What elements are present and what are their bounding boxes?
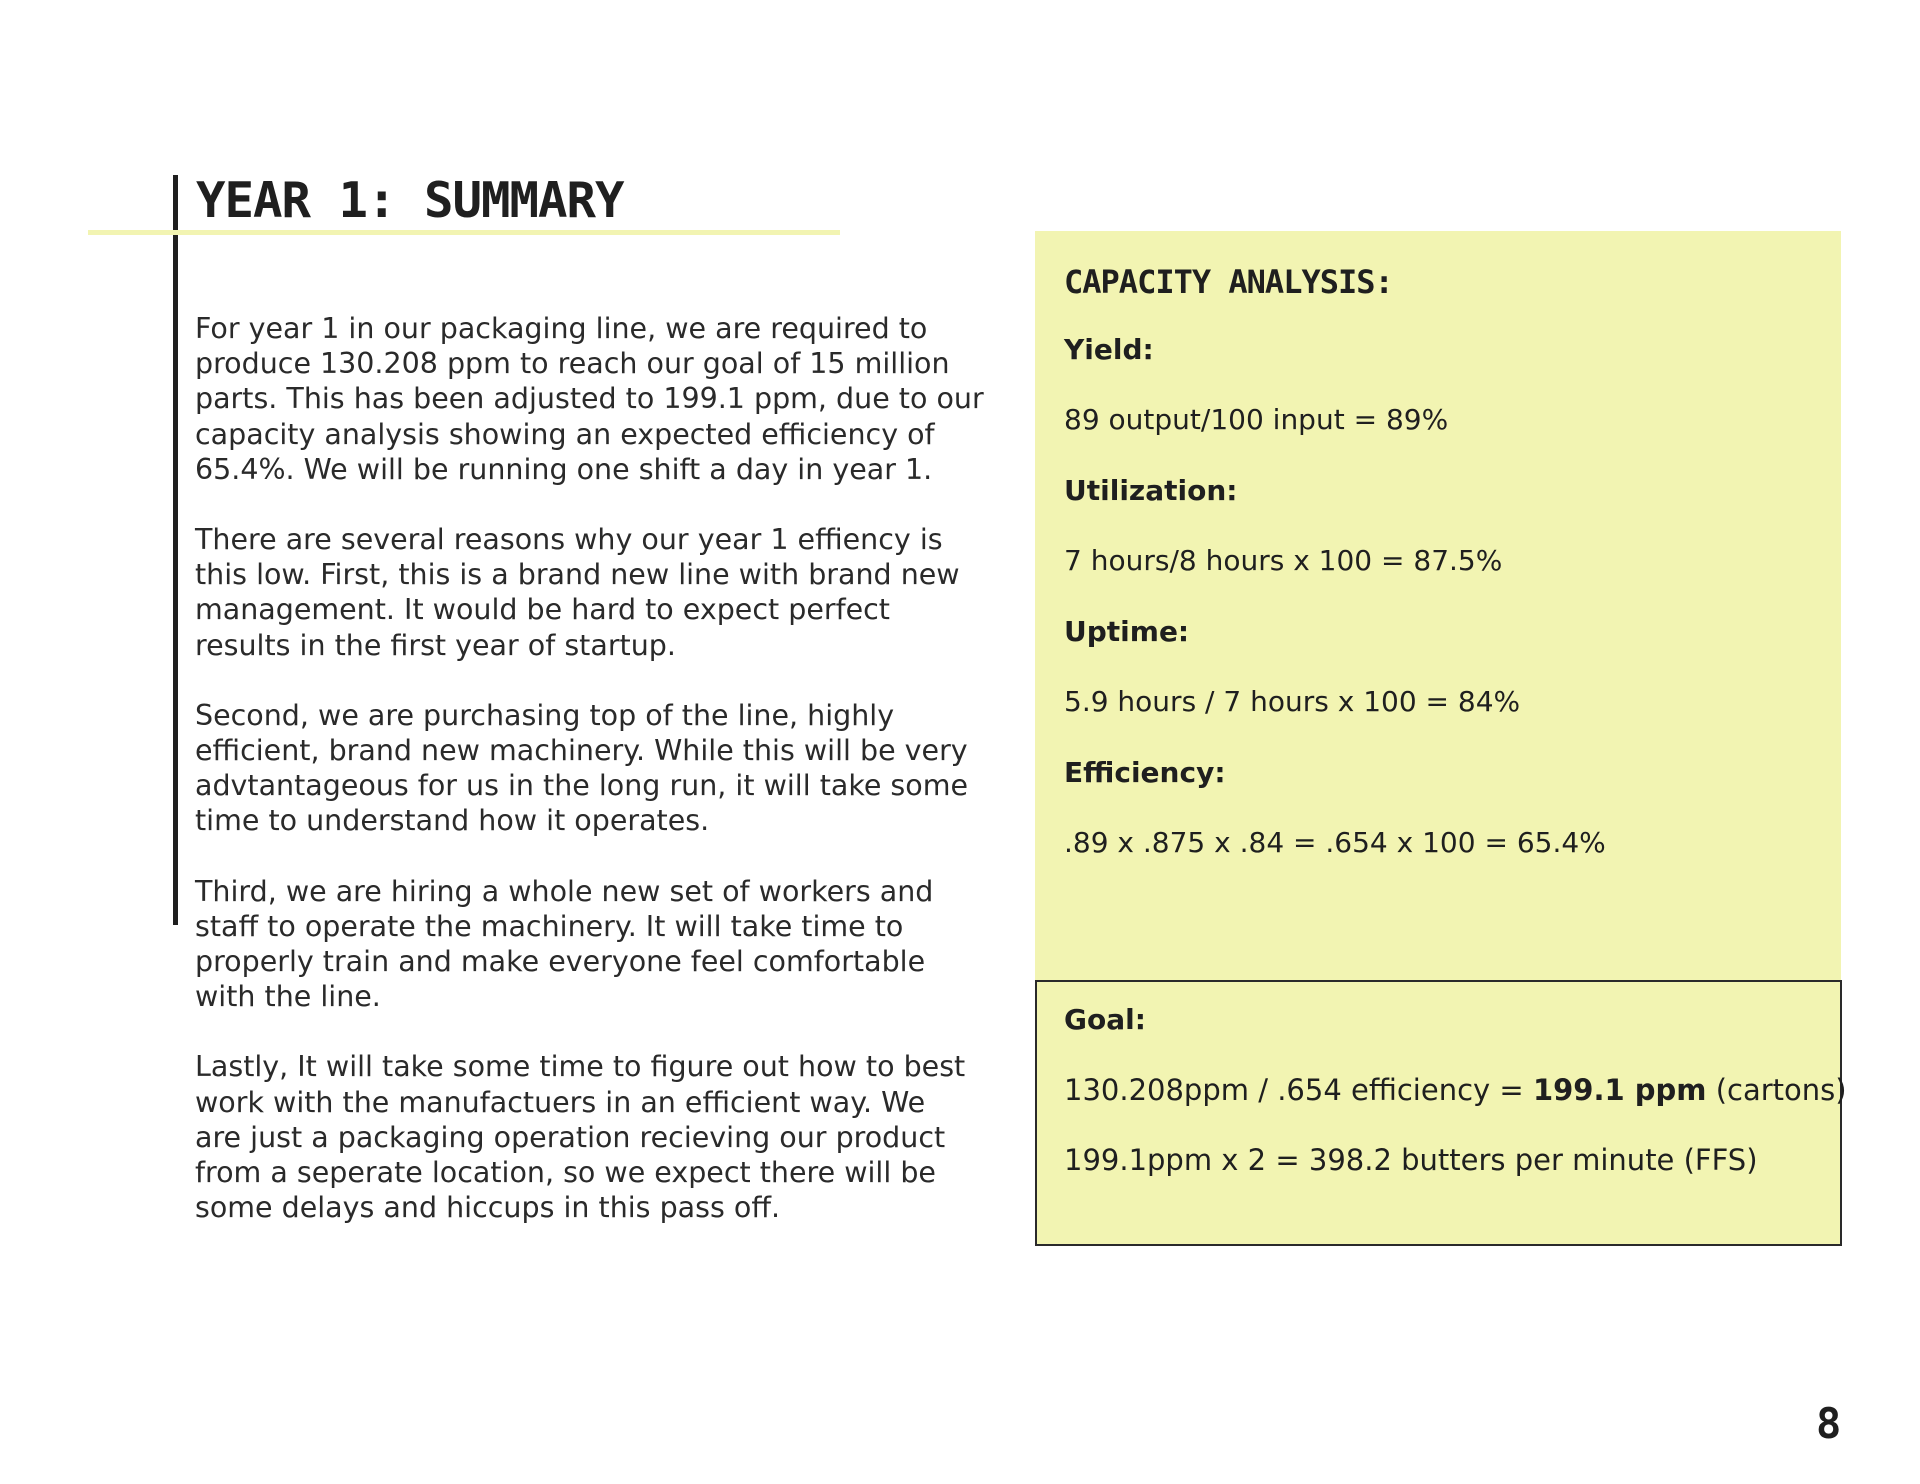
goal-ppm-line bbox=[1064, 1071, 1847, 1109]
title-vertical-bar bbox=[173, 175, 178, 925]
summary-paragraph: Lastly, It will take some time to figure out how to best work with the manufactuers in an efficient way. We are just a packaging operation recieving our product from a seperate location, so we expect there will be some delays and hiccups in this pass off. bbox=[195, 1050, 966, 1225]
summary-paragraph: Second, we are purchasing top of the line, highly efficient, brand new machinery. While this will be very advtantageous for us in the long run, it will take some time to understand how it operates. bbox=[195, 698, 968, 838]
summary-paragraph: Third, we are hiring a whole new set of workers and staff to operate the machinery. It will take time to properly train and make everyone feel comfortable with the line. bbox=[195, 874, 934, 1014]
goal-ppm-prefix: 130.208ppm / .654 efficiency = bbox=[1064, 1073, 1533, 1107]
goal-butters-line: 199.1ppm x 2 = 398.2 butters per minute (FFS) bbox=[1064, 1143, 1758, 1177]
yield-label: Yield: bbox=[1064, 333, 1154, 366]
efficiency-label: Efficiency: bbox=[1064, 756, 1226, 789]
utilization-label: Utilization: bbox=[1064, 474, 1238, 507]
utilization-value: 7 hours/8 hours x 100 = 87.5% bbox=[1064, 544, 1503, 577]
page-title: YEAR 1: SUMMARY bbox=[196, 172, 624, 229]
uptime-label: Uptime: bbox=[1064, 615, 1190, 648]
uptime-value: 5.9 hours / 7 hours x 100 = 84% bbox=[1064, 685, 1521, 718]
goal-ppm-suffix: (cartons) bbox=[1706, 1073, 1847, 1107]
page-number: 8 bbox=[1816, 1399, 1842, 1448]
yield-value: 89 output/100 input = 89% bbox=[1064, 403, 1449, 436]
goal-box bbox=[1035, 980, 1842, 1246]
efficiency-value: .89 x .875 x .84 = .654 x 100 = 65.4% bbox=[1064, 826, 1606, 859]
capacity-analysis-title: CAPACITY ANALYSIS: bbox=[1064, 263, 1393, 301]
goal-label: Goal: bbox=[1064, 1003, 1146, 1036]
summary-body bbox=[195, 311, 985, 1260]
summary-paragraph: There are several reasons why our year 1 effiency is this low. First, this is a brand new line with brand new management. It would be hard to expect perfect results in the first year of startup. bbox=[195, 523, 960, 662]
capacity-analysis-panel bbox=[1035, 231, 1841, 981]
goal-ppm-bold: 199.1 ppm bbox=[1532, 1073, 1707, 1107]
summary-paragraph: For year 1 in our packaging line, we are required to produce 130.208 ppm to reach our goal of 15 million parts. This has been adjusted to 199.1 ppm, due to our capacity analysis showing an expected efficiency of 65.4%. We will be running one shift a day in year 1. bbox=[195, 312, 984, 486]
